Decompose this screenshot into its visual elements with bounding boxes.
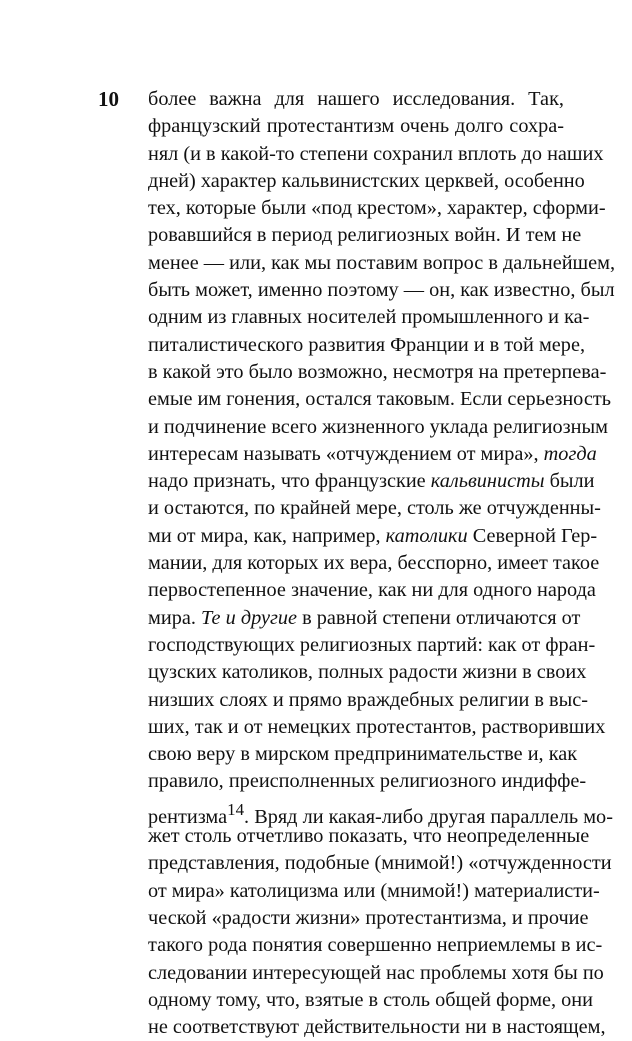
text-segment: дней) характер кальвинистских церквей, особенно xyxy=(148,169,585,192)
text-line xyxy=(148,441,597,468)
text-line xyxy=(148,768,587,795)
text-line xyxy=(148,141,604,168)
text-line xyxy=(148,168,585,195)
text-segment: одним из главных носителей промышленного и ка- xyxy=(148,306,590,329)
text-line xyxy=(148,605,581,632)
text-line xyxy=(148,277,615,304)
text-segment: правило, преисполненных религиозного индиффе- xyxy=(148,770,587,793)
text-line xyxy=(148,905,589,932)
text-line xyxy=(148,850,612,877)
text-segment: Северной Гер- xyxy=(467,524,598,547)
text-segment: цузских католиков, полных радости жизни в своих xyxy=(148,661,587,684)
text-segment: и подчинение всего жизненного уклада религиозным xyxy=(148,415,608,438)
text-segment: емые им гонения, остался таковым. Если серьезность xyxy=(148,388,611,411)
text-line xyxy=(148,687,588,714)
text-line xyxy=(148,823,590,850)
text-segment: такого рода понятия совершенно неприемлемы в ис- xyxy=(148,934,603,957)
text-line xyxy=(148,332,586,359)
text-line xyxy=(148,468,595,495)
text-segment: надо признать, что французские xyxy=(148,470,431,493)
body-text xyxy=(148,86,616,1041)
text-line xyxy=(148,250,616,277)
text-segment: . Вряд ли какая-либо другая параллель мо- xyxy=(244,805,613,828)
text-line xyxy=(148,195,606,222)
text-segment: тех, которые были «под крестом», характер, сформи- xyxy=(148,197,606,220)
text-segment: менее — или, как мы поставим вопрос в дальнейшем, xyxy=(148,251,616,274)
text-segment: мира. xyxy=(148,606,201,629)
text-segment: более важна для нашего исследования. Так, xyxy=(148,88,564,110)
text-segment: ших, так и от немецких протестантов, растворивших xyxy=(148,715,606,738)
page-number: 10 xyxy=(98,87,119,111)
text-segment: интересам называть «отчуждением от мира», xyxy=(148,442,544,465)
text-line xyxy=(148,304,590,331)
text-line xyxy=(148,495,601,522)
text-line xyxy=(148,113,564,140)
text-line xyxy=(148,1014,606,1041)
text-line xyxy=(148,86,564,113)
text-segment: жет столь отчетливо показать, что неопределенные xyxy=(148,825,590,848)
text-line xyxy=(148,632,596,659)
text-segment: одному тому, что, взятые в столь общей форме, они xyxy=(148,988,594,1011)
text-line xyxy=(148,714,606,741)
text-line xyxy=(148,659,587,686)
text-line xyxy=(148,878,600,905)
text-segment: мании, для которых их вера, бесспорно, имеет такое xyxy=(148,552,600,575)
text-segment: представления, подобные (мнимой!) «отчужденности xyxy=(148,852,612,875)
text-segment: рентизма xyxy=(148,805,228,828)
text-segment: ческой «радости жизни» протестантизма, и прочие xyxy=(148,906,589,929)
text-line xyxy=(148,414,608,441)
text-segment: следовании интересующей нас проблемы хотя бы по xyxy=(148,961,604,984)
text-segment: низших слоях и прямо враждебных религии в выс- xyxy=(148,688,588,711)
text-segment: и остаются, по крайней мере, столь же отчужденны- xyxy=(148,497,601,520)
text-segment: ровавшийся в период религиозных войн. И тем не xyxy=(148,224,582,247)
text-segment: были xyxy=(544,470,595,493)
text-line xyxy=(148,796,613,828)
footnote-marker: 14 xyxy=(227,799,245,819)
italic-emphasis: Те и другие xyxy=(200,606,298,629)
text-line xyxy=(148,550,600,577)
text-segment: не соответствуют действительности ни в настоящем, xyxy=(148,1016,606,1039)
text-line xyxy=(148,741,578,768)
italic-emphasis: католики xyxy=(385,524,468,547)
text-line xyxy=(148,577,596,604)
text-segment: французский протестантизм очень долго сохра- xyxy=(148,115,564,138)
text-segment: в равной степени отличаются от xyxy=(297,606,581,629)
text-line xyxy=(148,386,611,413)
text-segment: нял (и в какой-то степени сохранил вплоть до наших xyxy=(148,142,604,165)
text-line xyxy=(148,932,603,959)
text-segment: в какой это было возможно, несмотря на претерпева- xyxy=(148,360,607,383)
text-segment: питалистического развития Франции и в той мере, xyxy=(148,333,586,356)
text-line xyxy=(148,960,604,987)
text-line xyxy=(148,987,594,1014)
text-line xyxy=(148,359,607,386)
text-segment: от мира» католицизма или (мнимой!) материалисти- xyxy=(148,879,600,902)
text-segment: свою веру в мирском предпринимательстве и, как xyxy=(148,743,578,766)
text-line xyxy=(148,523,598,550)
text-segment: первостепенное значение, как ни для одного народа xyxy=(148,579,596,602)
text-segment: быть может, именно поэтому — он, как известно, был xyxy=(148,279,615,302)
text-segment: господствующих религиозных партий: как от фран- xyxy=(148,633,596,656)
text-segment: ми от мира, как, например, xyxy=(148,524,386,547)
text-line xyxy=(148,222,582,249)
italic-emphasis: кальвинисты xyxy=(430,470,545,493)
italic-emphasis: тогда xyxy=(543,442,597,465)
